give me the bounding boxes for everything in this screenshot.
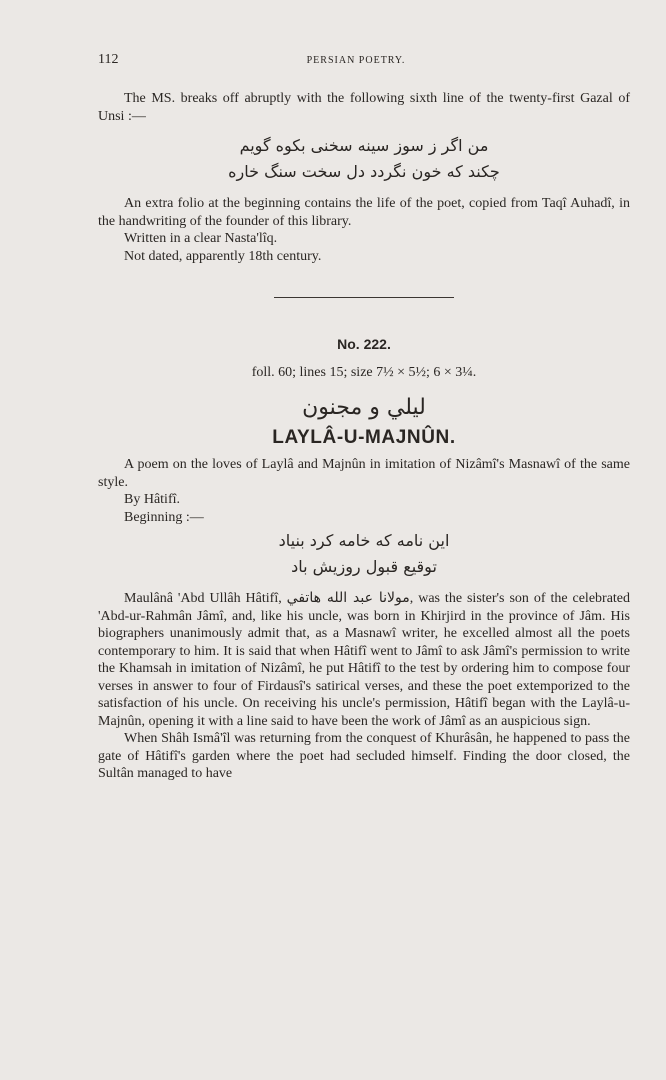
work-title: LAYLÂ-U-MAJNÛN. xyxy=(272,426,456,448)
persian-name: مولانا عبد الله هاتفي xyxy=(286,590,410,606)
folio-description: foll. 60; lines 15; size 7½ × 5½; 6 × 3¼. xyxy=(251,364,477,380)
entry-number: No. 222. xyxy=(337,336,391,352)
page-number: 112 xyxy=(98,52,119,67)
persian-title: ليلي و مجنون xyxy=(302,395,426,420)
beginning-verse-1: این نامه که خامه کرد بنیاد xyxy=(278,531,450,550)
written-line: Written in a clear Nasta'lîq. xyxy=(124,231,278,246)
beginning-verse-2: توقیع قبول روزیش باد xyxy=(291,557,437,576)
dated-line: Not dated, apparently 18th century. xyxy=(124,248,322,264)
page-header xyxy=(98,52,614,72)
page-body xyxy=(98,90,630,783)
biography-start: Maulânâ 'Abd Ullâh Hâtifî, xyxy=(124,591,287,606)
shah-ismail-paragraph: When Shâh Ismâ'îl was returning from the conquest of Khurâsân, he happened to pass the gate of Hâtifî's garden where the poet had secluded himself. Finding the door closed, the Sultân managed to have xyxy=(98,731,630,781)
persian-verse-line-2: چکند که خون نگردد دل سخت سنگ خاره xyxy=(228,162,500,181)
biography-paragraph xyxy=(98,590,630,730)
extra-folio-paragraph: An extra folio at the beginning contains the life of the poet, copied from Taqî Auhadî, in the handwriting of the founder of this library. xyxy=(98,196,630,229)
persian-verse-line-1: من اگر ز سوز سینه سخنی بکوه گویم xyxy=(239,136,489,155)
running-head: PERSIAN POETRY. xyxy=(306,55,406,66)
work-description: A poem on the loves of Laylâ and Majnûn in imitation of Nizâmî's Masnawî of the same style. xyxy=(98,457,630,490)
ms-break-intro: The MS. breaks off abruptly with the following sixth line of the twenty-first Gazal of Unsi :— xyxy=(98,91,630,124)
beginning-label: Beginning :— xyxy=(124,509,204,525)
author-line: By Hâtifî. xyxy=(124,492,180,507)
biography-rest: , was the sister's son of the celebrated 'Abd-ur-Rahmân Jâmî, and, like his uncle, was born in Khirjird in the province of Jâm. His biographers unanimously admit that, as a Masnawî writer, he excelled almost all the poets contemporary to him. It is said that when Hâtifî went to Jâmî to ask Jâmî's permission to write the Khamsah in imitation of Nizâmî, he put Hâtifî to the test by ordering him to compose four verses in answer to four of Firdausî's satirical verses, and these the poet extemporized to the satisfaction of his uncle. On receiving his uncle's permission, Hâtifî began with the Laylâ-u-Majnûn, opening it with a line said to have been the work of Jâmî as an auspicious sign. xyxy=(98,591,631,729)
